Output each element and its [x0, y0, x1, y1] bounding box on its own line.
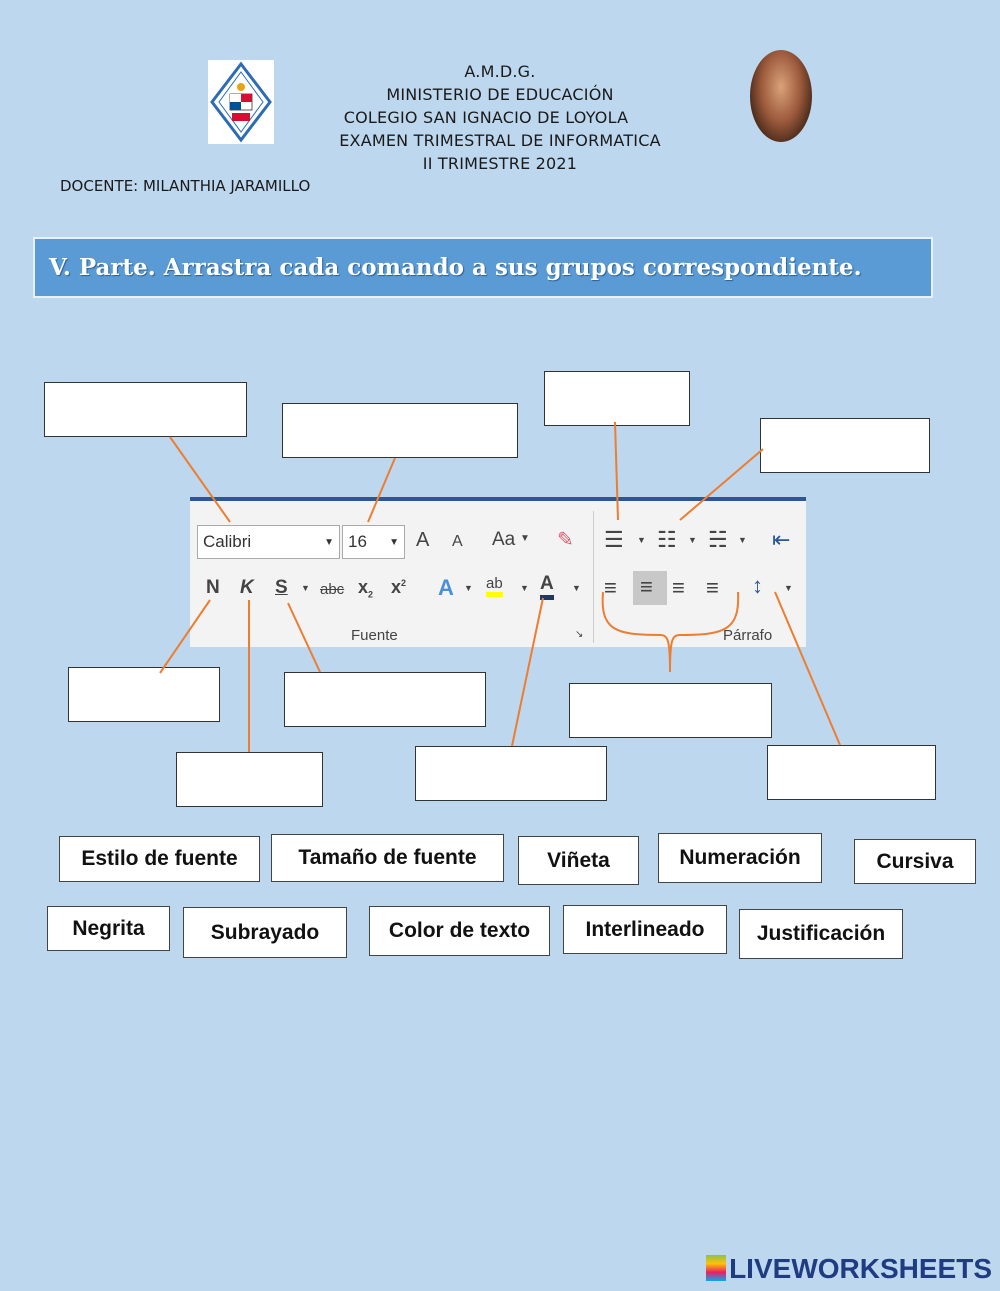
chevron-down-icon: ▼	[301, 583, 310, 593]
word-tamano-de-fuente[interactable]: Tamaño de fuente	[271, 834, 504, 882]
text-effects-button[interactable]: A	[438, 575, 454, 600]
header-line-4: EXAMEN TRIMESTRAL DE INFORMATICA	[339, 131, 661, 150]
word-cursiva[interactable]: Cursiva	[854, 839, 976, 884]
header-line-3: COLEGIO SAN IGNACIO DE LOYOLA	[343, 108, 629, 127]
bullets-icon[interactable]: ☰	[604, 527, 624, 552]
shrink-font-button[interactable]: A	[452, 533, 463, 550]
header-line-2: MINISTERIO DE EDUCACIÓN	[386, 85, 614, 104]
font-name-value: Calibri	[203, 532, 252, 551]
align-right-icon[interactable]: ≡	[672, 575, 685, 600]
multilevel-list-icon[interactable]: ☵	[708, 527, 728, 552]
align-center-icon: ≡	[640, 574, 653, 599]
italic-button[interactable]: K	[240, 577, 254, 598]
align-left-icon[interactable]: ≡	[604, 575, 617, 600]
chevron-down-icon: ▼	[520, 533, 530, 544]
font-color-button[interactable]: A	[540, 573, 554, 600]
header-line-5: II TRIMESTRE 2021	[422, 154, 578, 173]
dialog-launcher-icon[interactable]: ↘	[575, 629, 584, 640]
word-numeracion[interactable]: Numeración	[658, 833, 822, 883]
grow-font-button[interactable]: A	[416, 529, 430, 551]
word-color-de-texto[interactable]: Color de texto	[369, 906, 550, 956]
change-case-button[interactable]: Aa	[492, 529, 516, 550]
chevron-down-icon: ▼	[464, 583, 473, 593]
teacher-name: DOCENTE: MILANTHIA JARAMILLO	[60, 177, 311, 195]
group-label-paragraph: Párrafo	[723, 627, 773, 644]
font-size-value: 16	[348, 532, 367, 551]
chevron-down-icon: ▼	[520, 583, 529, 593]
word-subrayado[interactable]: Subrayado	[183, 907, 347, 958]
highlight-button[interactable]: ab	[486, 575, 503, 597]
strikethrough-button[interactable]: abc	[320, 581, 345, 598]
word-estilo-de-fuente[interactable]: Estilo de fuente	[59, 836, 260, 882]
group-label-font: Fuente	[351, 627, 398, 644]
chevron-down-icon: ▼	[389, 536, 399, 548]
numbering-icon[interactable]: ☷	[657, 527, 677, 552]
chevron-down-icon: ▼	[572, 583, 581, 593]
clear-format-icon[interactable]: ✎	[557, 529, 574, 551]
instruction-banner: V. Parte. Arrastra cada comando a sus grupos correspondiente.	[33, 237, 933, 298]
chevron-down-icon: ▼	[637, 535, 646, 545]
chevron-down-icon: ▼	[688, 535, 697, 545]
word-vineta[interactable]: Viñeta	[518, 836, 639, 885]
bold-button[interactable]: N	[206, 577, 220, 598]
word-interlineado[interactable]: Interlineado	[563, 905, 727, 954]
chevron-down-icon: ▼	[784, 583, 793, 593]
liveworksheets-watermark: LIVEWORKSHEETS	[706, 1253, 992, 1285]
decrease-indent-icon[interactable]: ⇤	[772, 527, 791, 552]
justify-icon[interactable]: ≡	[706, 575, 719, 600]
word-negrita[interactable]: Negrita	[47, 906, 170, 951]
word-justificacion[interactable]: Justificación	[739, 909, 903, 959]
line-spacing-icon[interactable]: ↕	[752, 573, 763, 598]
chevron-down-icon: ▼	[324, 536, 334, 548]
header-line-1: A.M.D.G.	[464, 62, 536, 81]
liveworksheets-logo-icon	[706, 1255, 726, 1281]
superscript-button[interactable]: $x^2$	[391, 577, 407, 597]
subscript-button[interactable]: $x_2$	[358, 577, 374, 600]
underline-button[interactable]: S	[275, 577, 288, 598]
chevron-down-icon: ▼	[738, 535, 747, 545]
